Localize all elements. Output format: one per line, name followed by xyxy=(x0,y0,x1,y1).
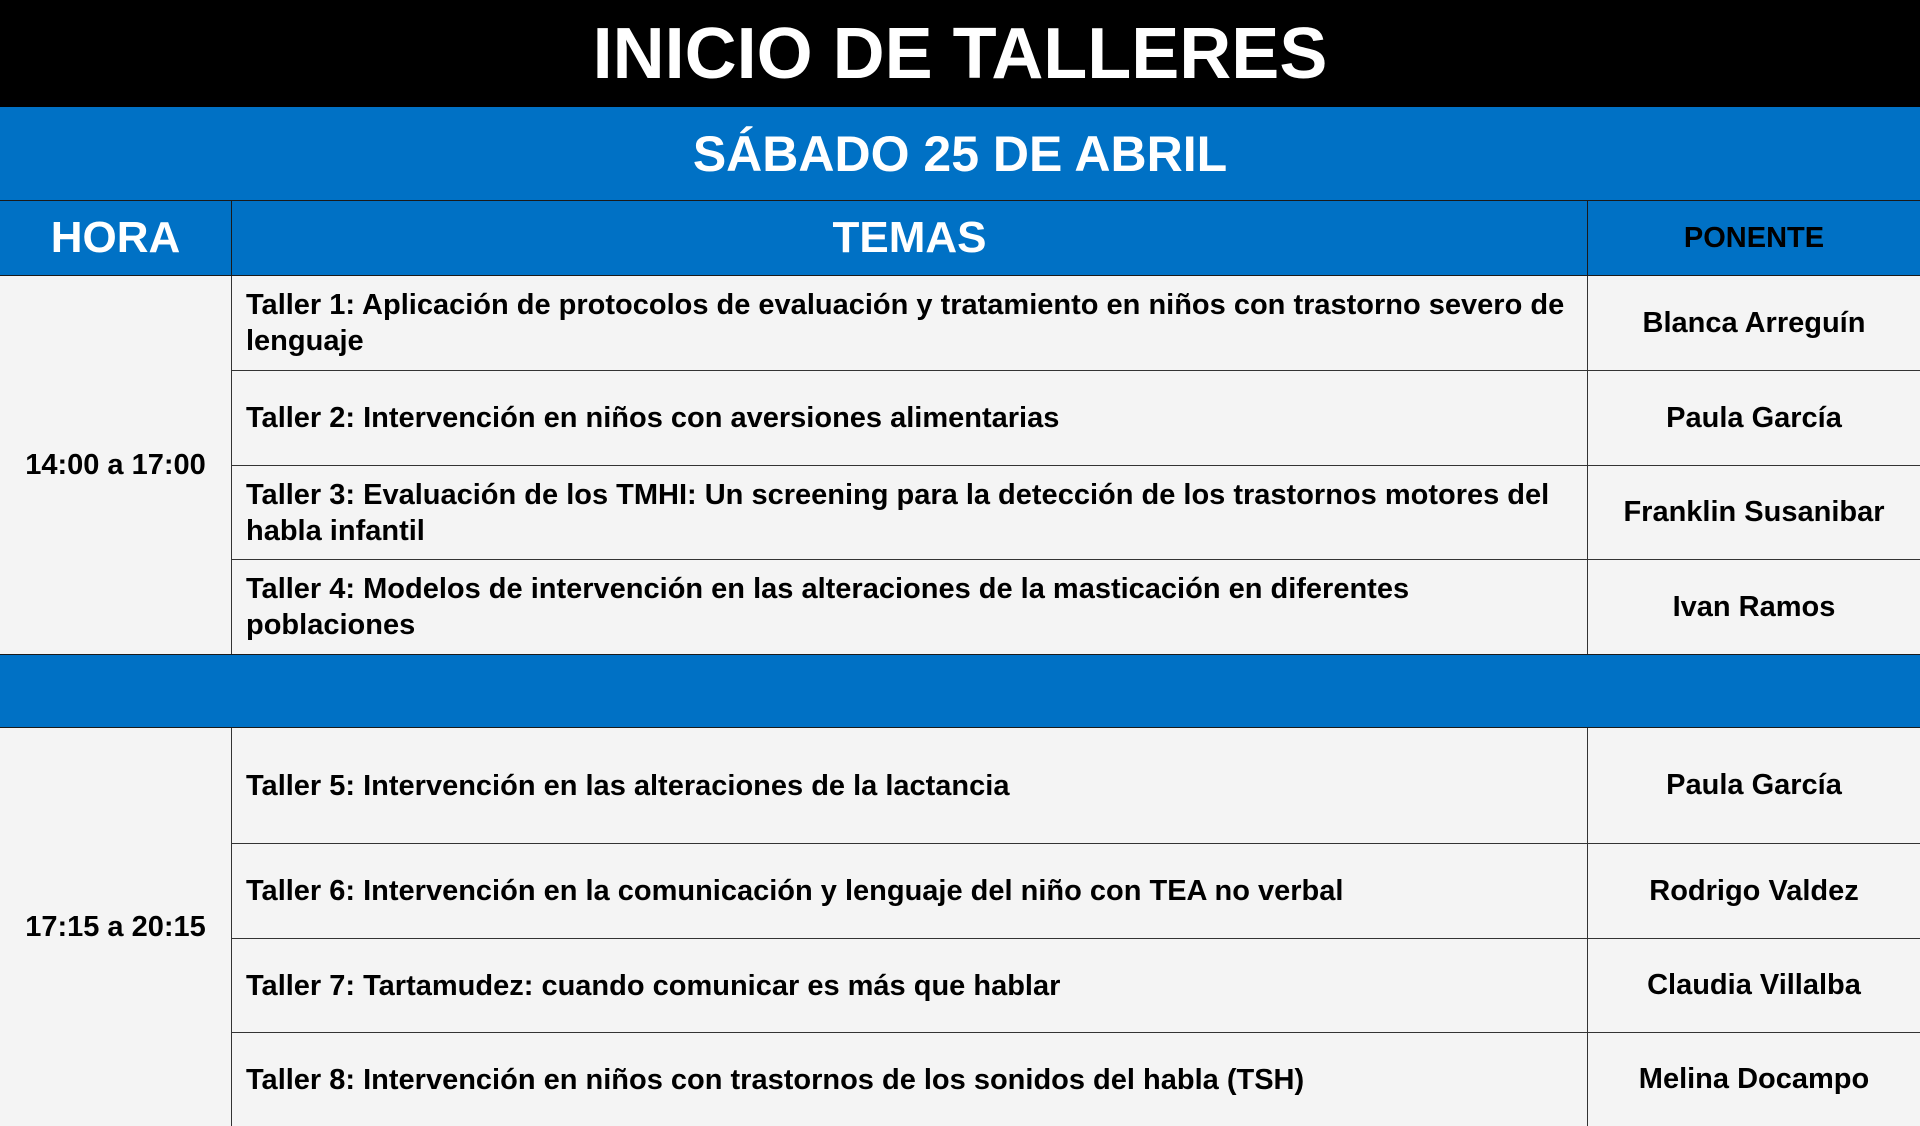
workshop-speaker: Paula García xyxy=(1666,769,1842,801)
table-row xyxy=(232,1033,1920,1126)
time-cell: 17:15 a 20:15 xyxy=(0,728,232,1126)
table-row xyxy=(232,371,1920,466)
workshop-topic: Taller 1: Aplicación de protocolos de evaluación y tratamiento en niños con trastorno severo de lenguaje xyxy=(232,276,1588,370)
table-row xyxy=(232,466,1920,560)
table-row xyxy=(232,939,1920,1033)
workshop-speaker: Ivan Ramos xyxy=(1672,590,1836,623)
date-heading: SÁBADO 25 DE ABRIL xyxy=(692,125,1228,182)
time-cell: 14:00 a 17:00 xyxy=(0,276,232,654)
column-header-hora: HORA xyxy=(0,201,232,275)
workshop-topic: Taller 4: Modelos de intervención en las alteraciones de la masticación en diferentes poblaciones xyxy=(232,560,1588,654)
time-block-2 xyxy=(0,728,1920,1126)
break-separator xyxy=(0,654,1920,728)
workshop-topic: Taller 2: Intervención en niños con aversiones alimentarias xyxy=(232,371,1588,465)
workshop-topic: Taller 7: Tartamudez: cuando comunicar es más que hablar xyxy=(232,939,1588,1032)
workshop-speaker: Blanca Arreguín xyxy=(1642,306,1866,339)
date-bar xyxy=(0,107,1920,201)
workshop-topic: Taller 5: Intervención en las alteraciones de la lactancia xyxy=(232,728,1588,843)
workshop-speaker: Franklin Susanibar xyxy=(1623,496,1885,528)
title-bar xyxy=(0,0,1920,107)
workshop-topic: Taller 3: Evaluación de los TMHI: Un screening para la detección de los trastornos motores del habla infantil xyxy=(232,466,1588,559)
workshop-speaker: Paula García xyxy=(1666,401,1842,434)
column-header-ponente: PONENTE xyxy=(1683,221,1825,254)
table-row xyxy=(232,844,1920,939)
workshop-topic: Taller 8: Intervención en niños con trastornos de los sonidos del habla (TSH) xyxy=(232,1033,1588,1126)
table-row xyxy=(232,560,1920,654)
time-block-1 xyxy=(0,276,1920,654)
table-header xyxy=(0,201,1920,276)
workshop-topic: Taller 6: Intervención en la comunicación y lenguaje del niño con TEA no verbal xyxy=(232,844,1588,938)
workshop-speaker: Claudia Villalba xyxy=(1647,969,1861,1001)
page-title: INICIO DE TALLERES xyxy=(592,13,1328,94)
table-row xyxy=(232,276,1920,371)
workshop-speaker: Rodrigo Valdez xyxy=(1649,874,1859,907)
table-row xyxy=(232,728,1920,844)
column-header-temas: TEMAS xyxy=(232,201,1588,275)
workshop-speaker: Melina Docampo xyxy=(1638,1063,1870,1095)
